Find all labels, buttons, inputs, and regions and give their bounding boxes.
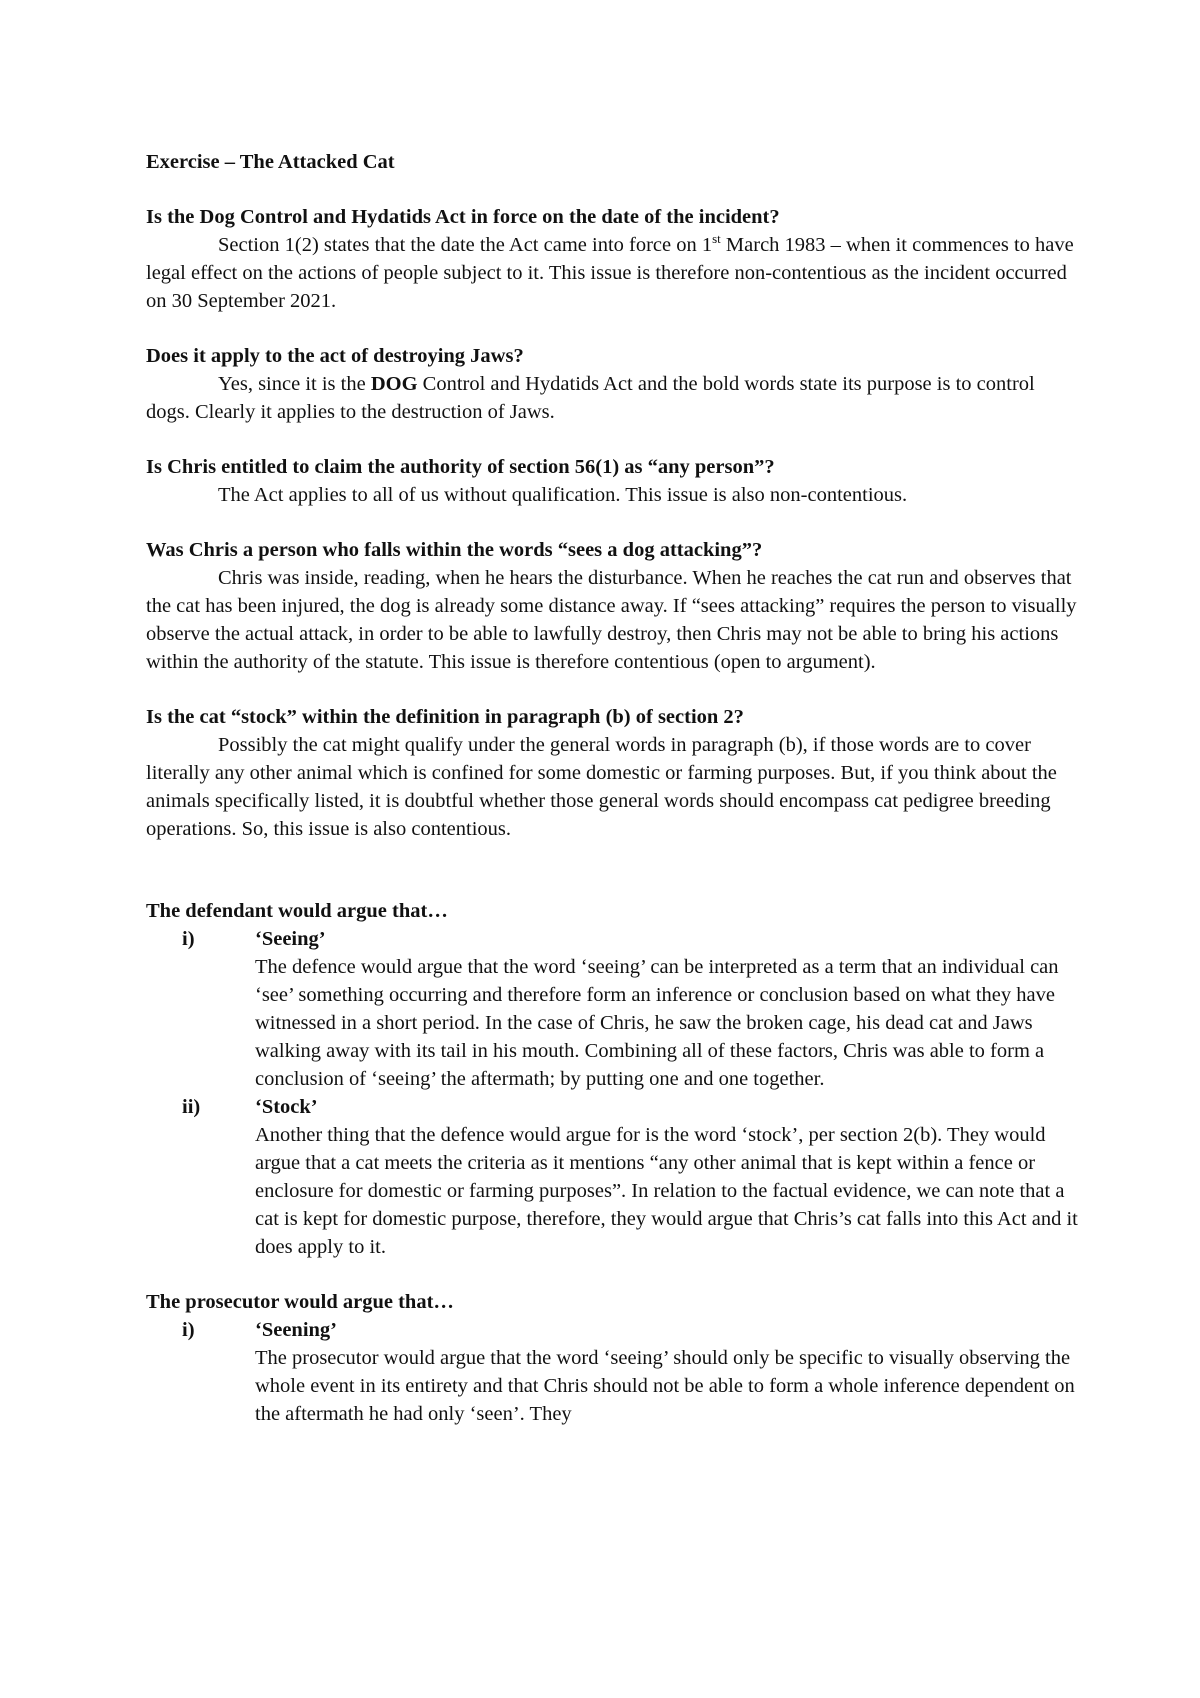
issue-question: Is Chris entitled to claim the authority of section 56(1) as “any person”?	[146, 456, 775, 478]
issue-question: Does it apply to the act of destroying Jaws?	[146, 345, 524, 367]
argument-body: The defence would argue that the word ‘seeing’ can be interpreted as a term that an individual can ‘see’ something occurring and therefore form an inference or conclusion based on what they have witnessed in a short period. In the case of Chris, he saw the broken cage, his dead cat and Jaws walking away with its tail in his mouth. Combining all of these factors, Chris was able to form a conclusion of ‘seeing’ the aftermath; by putting one and one together.	[255, 956, 1059, 1090]
issue-answer	[146, 231, 1080, 315]
ordinal-suffix: st	[712, 231, 721, 247]
issue-section-2	[146, 342, 1080, 426]
defendant-heading: The defendant would argue that…	[146, 900, 448, 922]
emphasis-text: DOG	[370, 373, 418, 395]
argument-item	[146, 925, 1080, 1093]
issue-question: Was Chris a person who falls within the words “sees a dog attacking”?	[146, 539, 763, 561]
blank-line	[146, 870, 1080, 897]
argument-title: ‘Seeing’	[255, 928, 326, 950]
issue-answer: The Act applies to all of us without qualification. This issue is also non-contentious.	[218, 484, 908, 506]
argument-body: The prosecutor would argue that the word ‘seeing’ should only be specific to visually observing the whole event in its entirety and that Chris should not be able to form a whole inference dependent on the aftermath he had only ‘seen’. They	[255, 1347, 1075, 1425]
argument-number: i)	[182, 1319, 195, 1341]
answer-text: March 1983 – when it commences to have legal effect on the actions of people subject to it. This issue is therefore non-contentious as the incident occurred on 30 September 2021.	[146, 234, 1074, 312]
issue-section-4	[146, 536, 1080, 676]
argument-number: ii)	[182, 1096, 201, 1118]
issue-answer	[146, 370, 1080, 426]
prosecutor-arguments	[146, 1288, 1080, 1428]
issue-section-3	[146, 453, 1080, 509]
prosecutor-heading: The prosecutor would argue that…	[146, 1291, 454, 1313]
argument-item	[146, 1316, 1080, 1428]
argument-title: ‘Stock’	[255, 1096, 318, 1118]
issue-question: Is the Dog Control and Hydatids Act in force on the date of the incident?	[146, 206, 780, 228]
issue-answer: Chris was inside, reading, when he hears the disturbance. When he reaches the cat run and observes that the cat has been injured, the dog is already some distance away. If “sees attacking” requires the person to visually observe the actual attack, in order to be able to lawfully destroy, then Chris may not be able to bring his actions within the authority of the statute. This issue is therefore contentious (open to argument).	[146, 567, 1077, 673]
argument-body: Another thing that the defence would argue for is the word ‘stock’, per section 2(b). They would argue that a cat meets the criteria as it mentions “any other animal that is kept within a fence or enclosure for domestic or farming purposes”. In relation to the factual evidence, we can note that a cat is kept for domestic purpose, therefore, they would argue that Chris’s cat falls into this Act and it does apply to it.	[255, 1124, 1078, 1258]
issue-answer: Possibly the cat might qualify under the general words in paragraph (b), if those words are to cover literally any other animal which is confined for some domestic or farming purposes. But, if you think about the animals specifically listed, it is doubtful whether those general words should encompass cat pedigree breeding operations. So, this issue is also contentious.	[146, 734, 1057, 840]
answer-text: Yes, since it is the	[218, 373, 371, 395]
argument-title: ‘Seening’	[255, 1319, 337, 1341]
issue-section-5	[146, 703, 1080, 843]
issue-question: Is the cat “stock” within the definition in paragraph (b) of section 2?	[146, 706, 744, 728]
answer-text: Section 1(2) states that the date the Act came into force on 1	[218, 234, 713, 256]
issue-section-1	[146, 203, 1080, 315]
defendant-arguments	[146, 897, 1080, 1261]
argument-number: i)	[182, 928, 195, 950]
document-title: Exercise – The Attacked Cat	[146, 151, 395, 173]
answer-text: Control and Hydatids Act and the bold words state its purpose is to control dogs. Clearly it applies to the destruction of Jaws.	[146, 373, 1035, 423]
argument-item	[146, 1093, 1080, 1261]
